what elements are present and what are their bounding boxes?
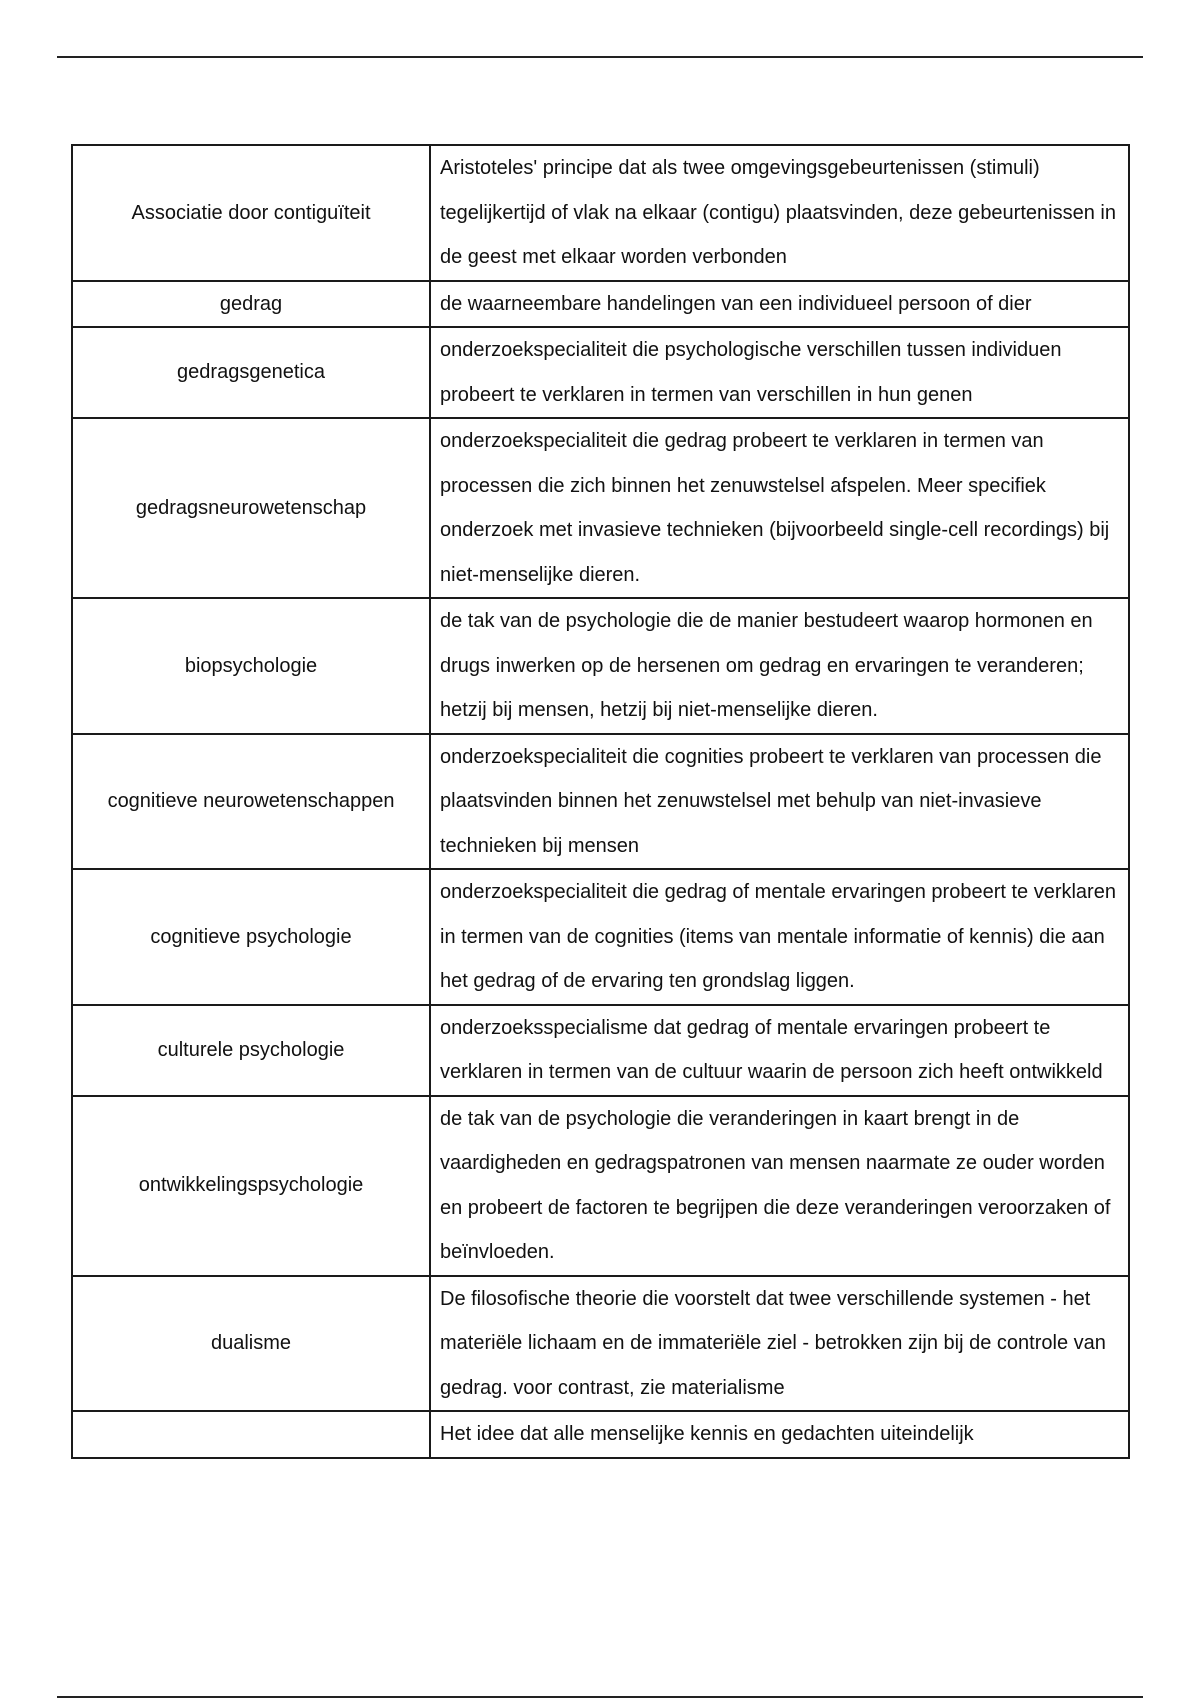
table-row [72,734,1129,870]
definition-cell: de tak van de psychologie die de manier bestudeert waarop hormonen en drugs inwerken op de hersenen om gedrag en ervaringen te veranderen; hetzij bij mensen, hetzij bij niet-menselijke dieren. [430,598,1129,734]
table-row [72,1276,1129,1412]
term-cell: ontwikkelingspsychologie [72,1096,430,1276]
page-bottom-rule [57,1696,1143,1698]
definition-cell: onderzoekspecialiteit die cognities probeert te verklaren van processen die plaatsvinden binnen het zenuwstelsel met behulp van niet-invasieve technieken bij mensen [430,734,1129,870]
table-row [72,145,1129,281]
term-cell: cognitieve psychologie [72,869,430,1005]
table-row [72,1005,1129,1096]
definition-cell: de tak van de psychologie die veranderingen in kaart brengt in de vaardigheden en gedragspatronen van mensen naarmate ze ouder worden en probeert de factoren te begrijpen die deze veranderingen veroorzaken of beïnvloeden. [430,1096,1129,1276]
definition-cell: onderzoekspecialiteit die gedrag of mentale ervaringen probeert te verklaren in termen van de cognities (items van mentale informatie of kennis) die aan het gedrag of de ervaring ten grondslag liggen. [430,869,1129,1005]
table-row [72,1411,1129,1458]
definition-cell: Aristoteles' principe dat als twee omgevingsgebeurtenissen (stimuli) tegelijkertijd of vlak na elkaar (contigu) plaatsvinden, deze gebeurtenissen in de geest met elkaar worden verbonden [430,145,1129,281]
table-row [72,1096,1129,1276]
table-row [72,327,1129,418]
term-cell: gedragsgenetica [72,327,430,418]
definition-cell: De filosofische theorie die voorstelt dat twee verschillende systemen - het materiële lichaam en de immateriële ziel - betrokken zijn bij de controle van gedrag. voor contrast, zie materialisme [430,1276,1129,1412]
term-cell: culturele psychologie [72,1005,430,1096]
term-cell: dualisme [72,1276,430,1412]
definition-cell: Het idee dat alle menselijke kennis en gedachten uiteindelijk [430,1411,1129,1458]
definition-cell: de waarneembare handelingen van een individueel persoon of dier [430,281,1129,328]
table-row [72,281,1129,328]
term-cell: gedragsneurowetenschap [72,418,430,598]
term-cell: cognitieve neurowetenschappen [72,734,430,870]
definition-cell: onderzoekspecialiteit die psychologische verschillen tussen individuen probeert te verklaren in termen van verschillen in hun genen [430,327,1129,418]
term-cell: gedrag [72,281,430,328]
definition-cell: onderzoekspecialiteit die gedrag probeert te verklaren in termen van processen die zich binnen het zenuwstelsel afspelen. Meer specifiek onderzoek met invasieve technieken (bijvoorbeeld single-cell recordings) bij niet-menselijke dieren. [430,418,1129,598]
term-cell: Associatie door contiguïteit [72,145,430,281]
table-row [72,418,1129,598]
definition-cell: onderzoeksspecialisme dat gedrag of mentale ervaringen probeert te verklaren in termen van de cultuur waarin de persoon zich heeft ontwikkeld [430,1005,1129,1096]
table-row [72,598,1129,734]
term-cell: biopsychologie [72,598,430,734]
term-cell [72,1411,430,1458]
glossary-table [71,144,1130,1459]
page-top-rule [57,56,1143,58]
table-row [72,869,1129,1005]
